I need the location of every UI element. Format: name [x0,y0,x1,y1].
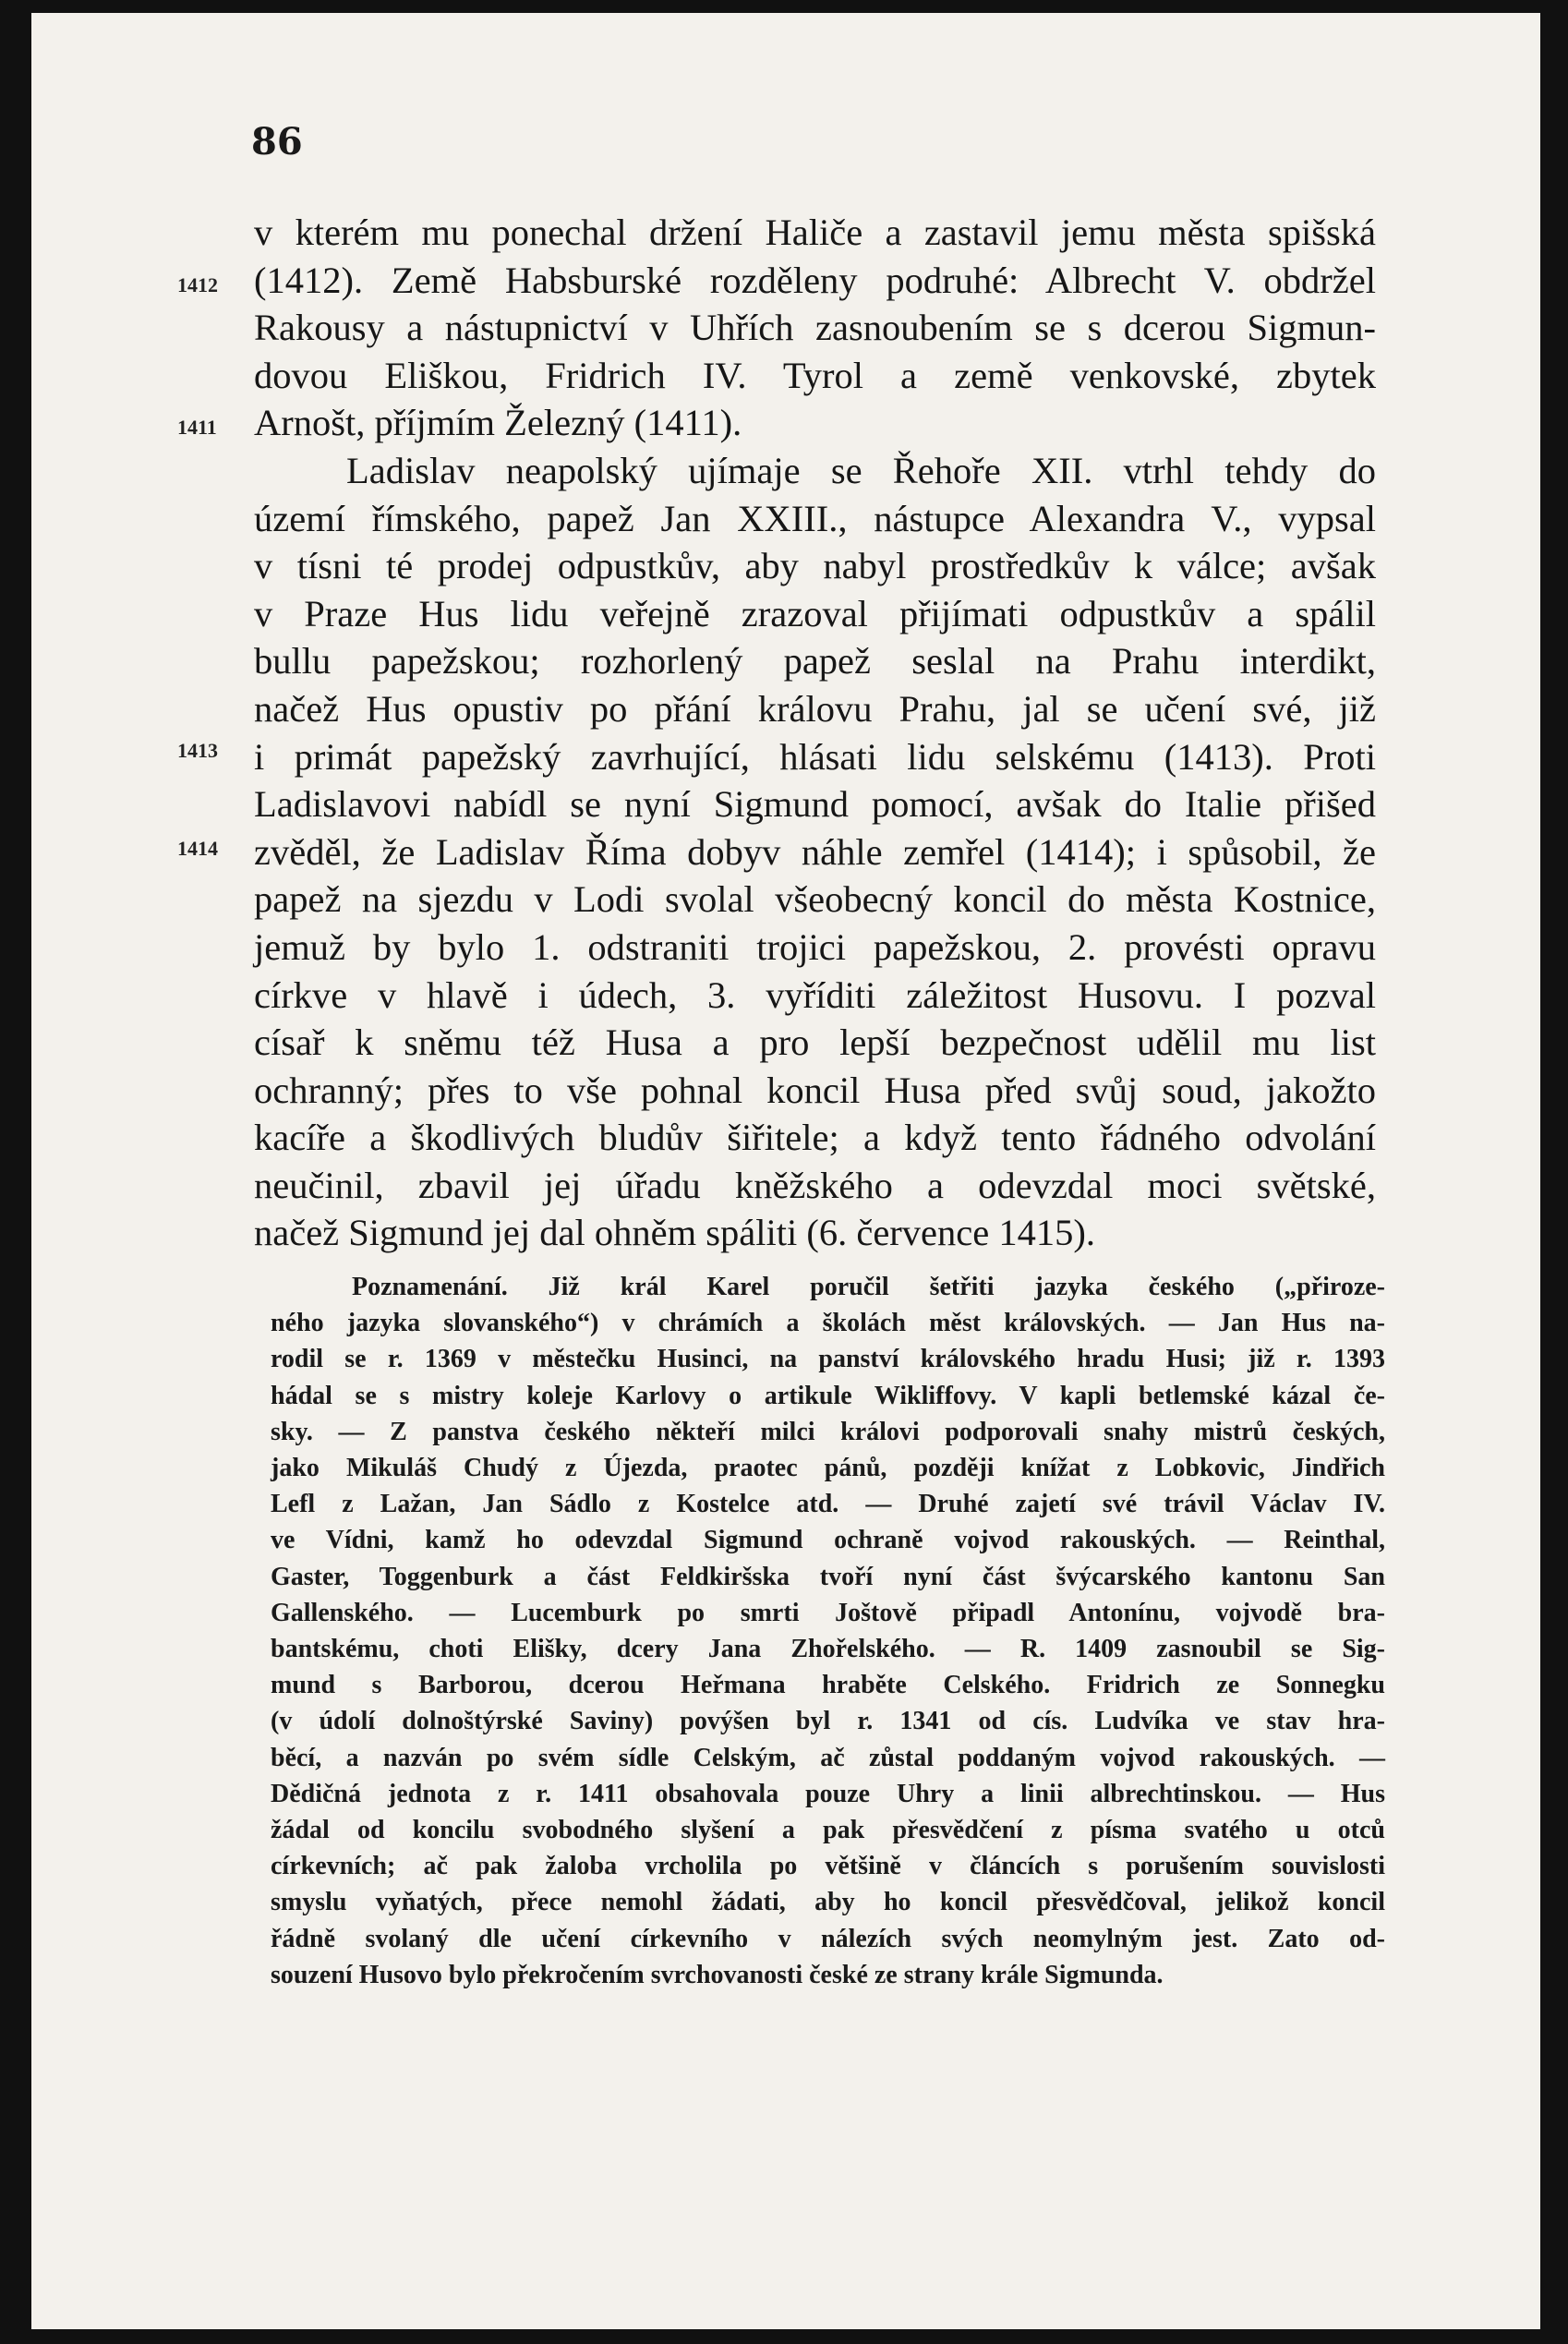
note-line: rodil se r. 1369 v městečku Husinci, na panství královského hradu Husi; již r. 1393 [271,1345,1385,1374]
text-line: císař k sněmu též Husa a pro lepší bezpečnost udělil mu list [254,1021,1376,1064]
text-line: zvěděl, že Ladislav Říma dobyv náhle zemřel (1414); i spůsobil, že [254,830,1376,873]
note-line: Gaster, Toggenburk a část Feldkiršska tvoří nyní část švýcarského kantonu San [271,1562,1385,1591]
note-line: běcí, a nazván po svém sídle Celským, ač zůstal poddaným vojvod rakouských. — [271,1743,1385,1772]
text-line: v kterém mu ponechal držení Haliče a zastavil jemu města spišská [254,211,1376,253]
text-line: papež na sjezdu v Lodi svolal všeobecný koncil do města Kostnice, [254,878,1376,921]
note-line: církevních; ač pak žaloba vrcholila po většině v článcích s porušením souvislosti [271,1852,1385,1881]
main-text [254,209,1376,1257]
margin-year: 1411 [177,416,217,439]
note-line: sky. — Z panstva českého někteří milci královi podporovali snahy mistrů českých, [271,1417,1385,1446]
text-line: (1412). Země Habsburské rozděleny podruhé: Albrecht V. obdržel [254,259,1376,301]
text-line: bullu papežskou; rozhorlený papež seslal na Prahu interdikt, [254,640,1376,683]
note-line: smyslu vyňatých, přece nemohl žádati, aby ho koncil přesvědčoval, jelikož koncil [271,1888,1385,1917]
note-line: souzení Husovo bylo překročením svrchovanosti české ze strany krále Sigmunda. [271,1960,1164,1989]
note-line: hádal se s mistry koleje Karlovy o artikule Wikliffovy. V kapli betlemské kázal če- [271,1381,1385,1410]
text-line: kacíře a škodlivých bludův šiřitele; a když tento řádného odvolání [254,1117,1376,1159]
margin-year: 1414 [177,837,218,860]
text-line: v Praze Hus lidu veřejně zrazoval přijímati odpustkův a spálil [254,592,1376,634]
note-line: mund s Barborou, dcerou Heřmana hraběte Celského. Fridrich ze Sonnegku [271,1671,1385,1700]
text-line: i primát papežský zavrhující, hlásati lidu selskému (1413). Proti [254,735,1376,778]
note-line: řádně svolaný dle učení církevního v nálezích svých neomylným jest. Zato od- [271,1924,1385,1953]
page-number: 86 [251,120,303,163]
margin-year: 1413 [177,739,218,762]
text-line: Ladislavovi nabídl se nyní Sigmund pomocí, avšak do Italie přišed [254,783,1376,826]
note-line: žádal od koncilu svobodného slyšení a pak přesvědčení z písma svatého u otců [271,1816,1385,1845]
note-line: Gallenského. — Lucemburk po smrti Joštově připadl Antonínu, vojvodě bra- [271,1598,1385,1627]
note-line: ného jazyka slovanského“) v chrámích a školách měst královských. — Jan Hus na- [271,1309,1385,1338]
text-line: načež Hus opustiv po přání královu Prahu, jal se učení své, již [254,687,1376,730]
footnote [271,1269,1385,1993]
text-line: dovou Eliškou, Fridrich IV. Tyrol a země venkovské, zbytek [254,354,1376,396]
text-line: Rakousy a nástupnictví v Uhřích zasnoubením se s dcerou Sigmun- [254,307,1376,349]
text-line: Ladislav neapolský ujímaje se Řehoře XII. vtrhl tehdy do [346,449,1376,491]
note-line: Lefl z Lažan, Jan Sádlo z Kostelce atd. — Druhé zajetí své trávil Václav IV. [271,1490,1385,1519]
text-line: v tísni té prodej odpustkův, aby nabyl prostředkův k válce; avšak [254,545,1376,587]
text-line: načež Sigmund jej dal ohněm spáliti (6. července 1415). [254,1212,1095,1254]
text-line: ochranný; přes to vše pohnal koncil Husa před svůj soud, jakožto [254,1069,1376,1111]
note-line: bantskému, choti Elišky, dcery Jana Zhořelského. — R. 1409 zasnoubil se Sig- [271,1635,1385,1664]
text-line: Arnošt, příjmím Železný (1411). [254,402,742,444]
text-line: církve v hlavě i údech, 3. vyříditi záležitost Husovu. I pozval [254,973,1376,1016]
note-line: (v údolí dolnoštýrské Saviny) povýšen byl r. 1341 od cís. Ludvíka ve stav hra- [271,1707,1385,1736]
note-line: Dědičná jednota z r. 1411 obsahovala pouze Uhry a linii albrechtinskou. — Hus [271,1779,1385,1808]
text-line: území římského, papež Jan XXIII., nástupce Alexandra V., vypsal [254,497,1376,539]
note-line: ve Vídni, kamž ho odevzdal Sigmund ochraně vojvod rakouských. — Reinthal, [271,1526,1385,1555]
margin-year: 1412 [177,273,218,296]
text-line: jemuž by bylo 1. odstraniti trojici papežskou, 2. provésti opravu [254,925,1376,968]
text-line: neučinil, zbavil jej úřadu kněžského a odevzdal moci světské, [254,1164,1376,1206]
note-line: Poznamenání. Již král Karel poručil šetřiti jazyka českého („přiroze- [352,1273,1385,1301]
note-line: jako Mikuláš Chudý z Újezda, praotec pánů, později knížat z Lobkovic, Jindřich [271,1454,1385,1483]
